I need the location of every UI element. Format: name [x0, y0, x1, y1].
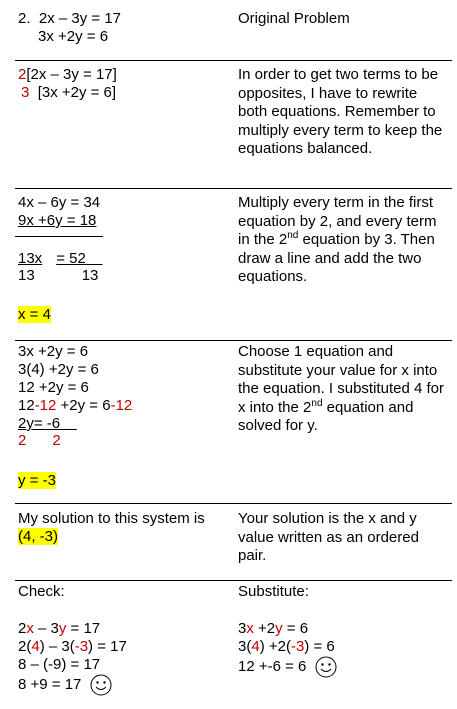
equation-1: 2x – 3y = 17: [38, 10, 122, 27]
sub-line-6: 2 2: [18, 432, 61, 449]
check-line-3: 8 – (-9) = 17: [18, 656, 101, 673]
num-13x: 13x: [18, 250, 43, 267]
substitute-heading: Substitute:: [238, 583, 309, 600]
sum-numerator: [18, 250, 102, 268]
divider: [15, 60, 452, 61]
step-3-explanation: Multiply every term in the first equation by 2, and every term in the 2nd equation by 3. Then draw a line and add the two equations.: [238, 194, 437, 285]
divider: [15, 503, 452, 504]
elim-eq1: 4x – 6y = 34: [18, 194, 101, 211]
smiley-icon: [90, 674, 112, 696]
sub-line-1: 3x +2y = 6: [18, 343, 89, 360]
den-13-right: 13: [81, 267, 99, 284]
elim-eq2: 9x +6y = 18: [18, 212, 97, 229]
sum-denominator: [18, 267, 98, 285]
equation-2: 3x +2y = 6: [38, 28, 109, 45]
substitute-line-2: 3(4) +2(-3) = 6: [238, 638, 335, 655]
multiplier-2: 3: [21, 84, 30, 101]
multiplied-eq1: [18, 66, 117, 84]
check-line-2: 2(4) – 3(-3) = 17: [18, 638, 127, 655]
multiplied-eq2: [21, 84, 116, 102]
bracket-eq2: [3x +2y = 6]: [37, 84, 117, 101]
check-line-4: 8 +9 = 17: [18, 674, 112, 696]
problem-number-and-eq1: [18, 10, 121, 28]
sub-line-3: 12 +2y = 6: [18, 379, 89, 396]
sub-line-4: 12-12 +2y = 6-12: [18, 397, 133, 414]
divider: [15, 188, 452, 189]
multiplier-1: 2: [18, 66, 27, 83]
divider: [15, 580, 452, 581]
problem-number: 2.: [18, 10, 31, 27]
step-5-explanation: Your solution is the x and y value written as an ordered pair.: [238, 510, 419, 564]
sum-line: [15, 236, 103, 237]
y-result: y = -3: [18, 472, 56, 489]
substitute-line-3: 12 +-6 = 6: [238, 656, 450, 678]
step-2-explanation: In order to get two terms to be opposites, I have to rewrite both equations. Remember to multiply every term to keep the equations balanced.: [238, 66, 443, 157]
sub-line-2: 3(4) +2y = 6: [18, 361, 99, 378]
sub-line-5: 2y= -6: [18, 415, 61, 432]
num-52: = 52: [56, 250, 86, 267]
den-13-left: 13: [18, 267, 35, 284]
step-1-explanation: Original Problem: [238, 10, 350, 27]
solution-point: (4, -3): [18, 528, 59, 545]
solution-text: My solution to this system is: [18, 510, 205, 527]
smiley-icon: [315, 656, 337, 678]
x-result: x = 4: [18, 306, 51, 323]
check-heading: Check:: [18, 583, 65, 600]
step-4-explanation: Choose 1 equation and substitute your value for x into the equation. I substituted 4 for x into the 2nd equation and solved for y.: [238, 343, 444, 434]
check-line-1: 2x – 3y = 17: [18, 620, 101, 637]
divider: [15, 340, 452, 341]
substitute-line-1: 3x +2y = 6: [238, 620, 309, 637]
bracket-eq1: [2x – 3y = 17]: [26, 66, 117, 83]
